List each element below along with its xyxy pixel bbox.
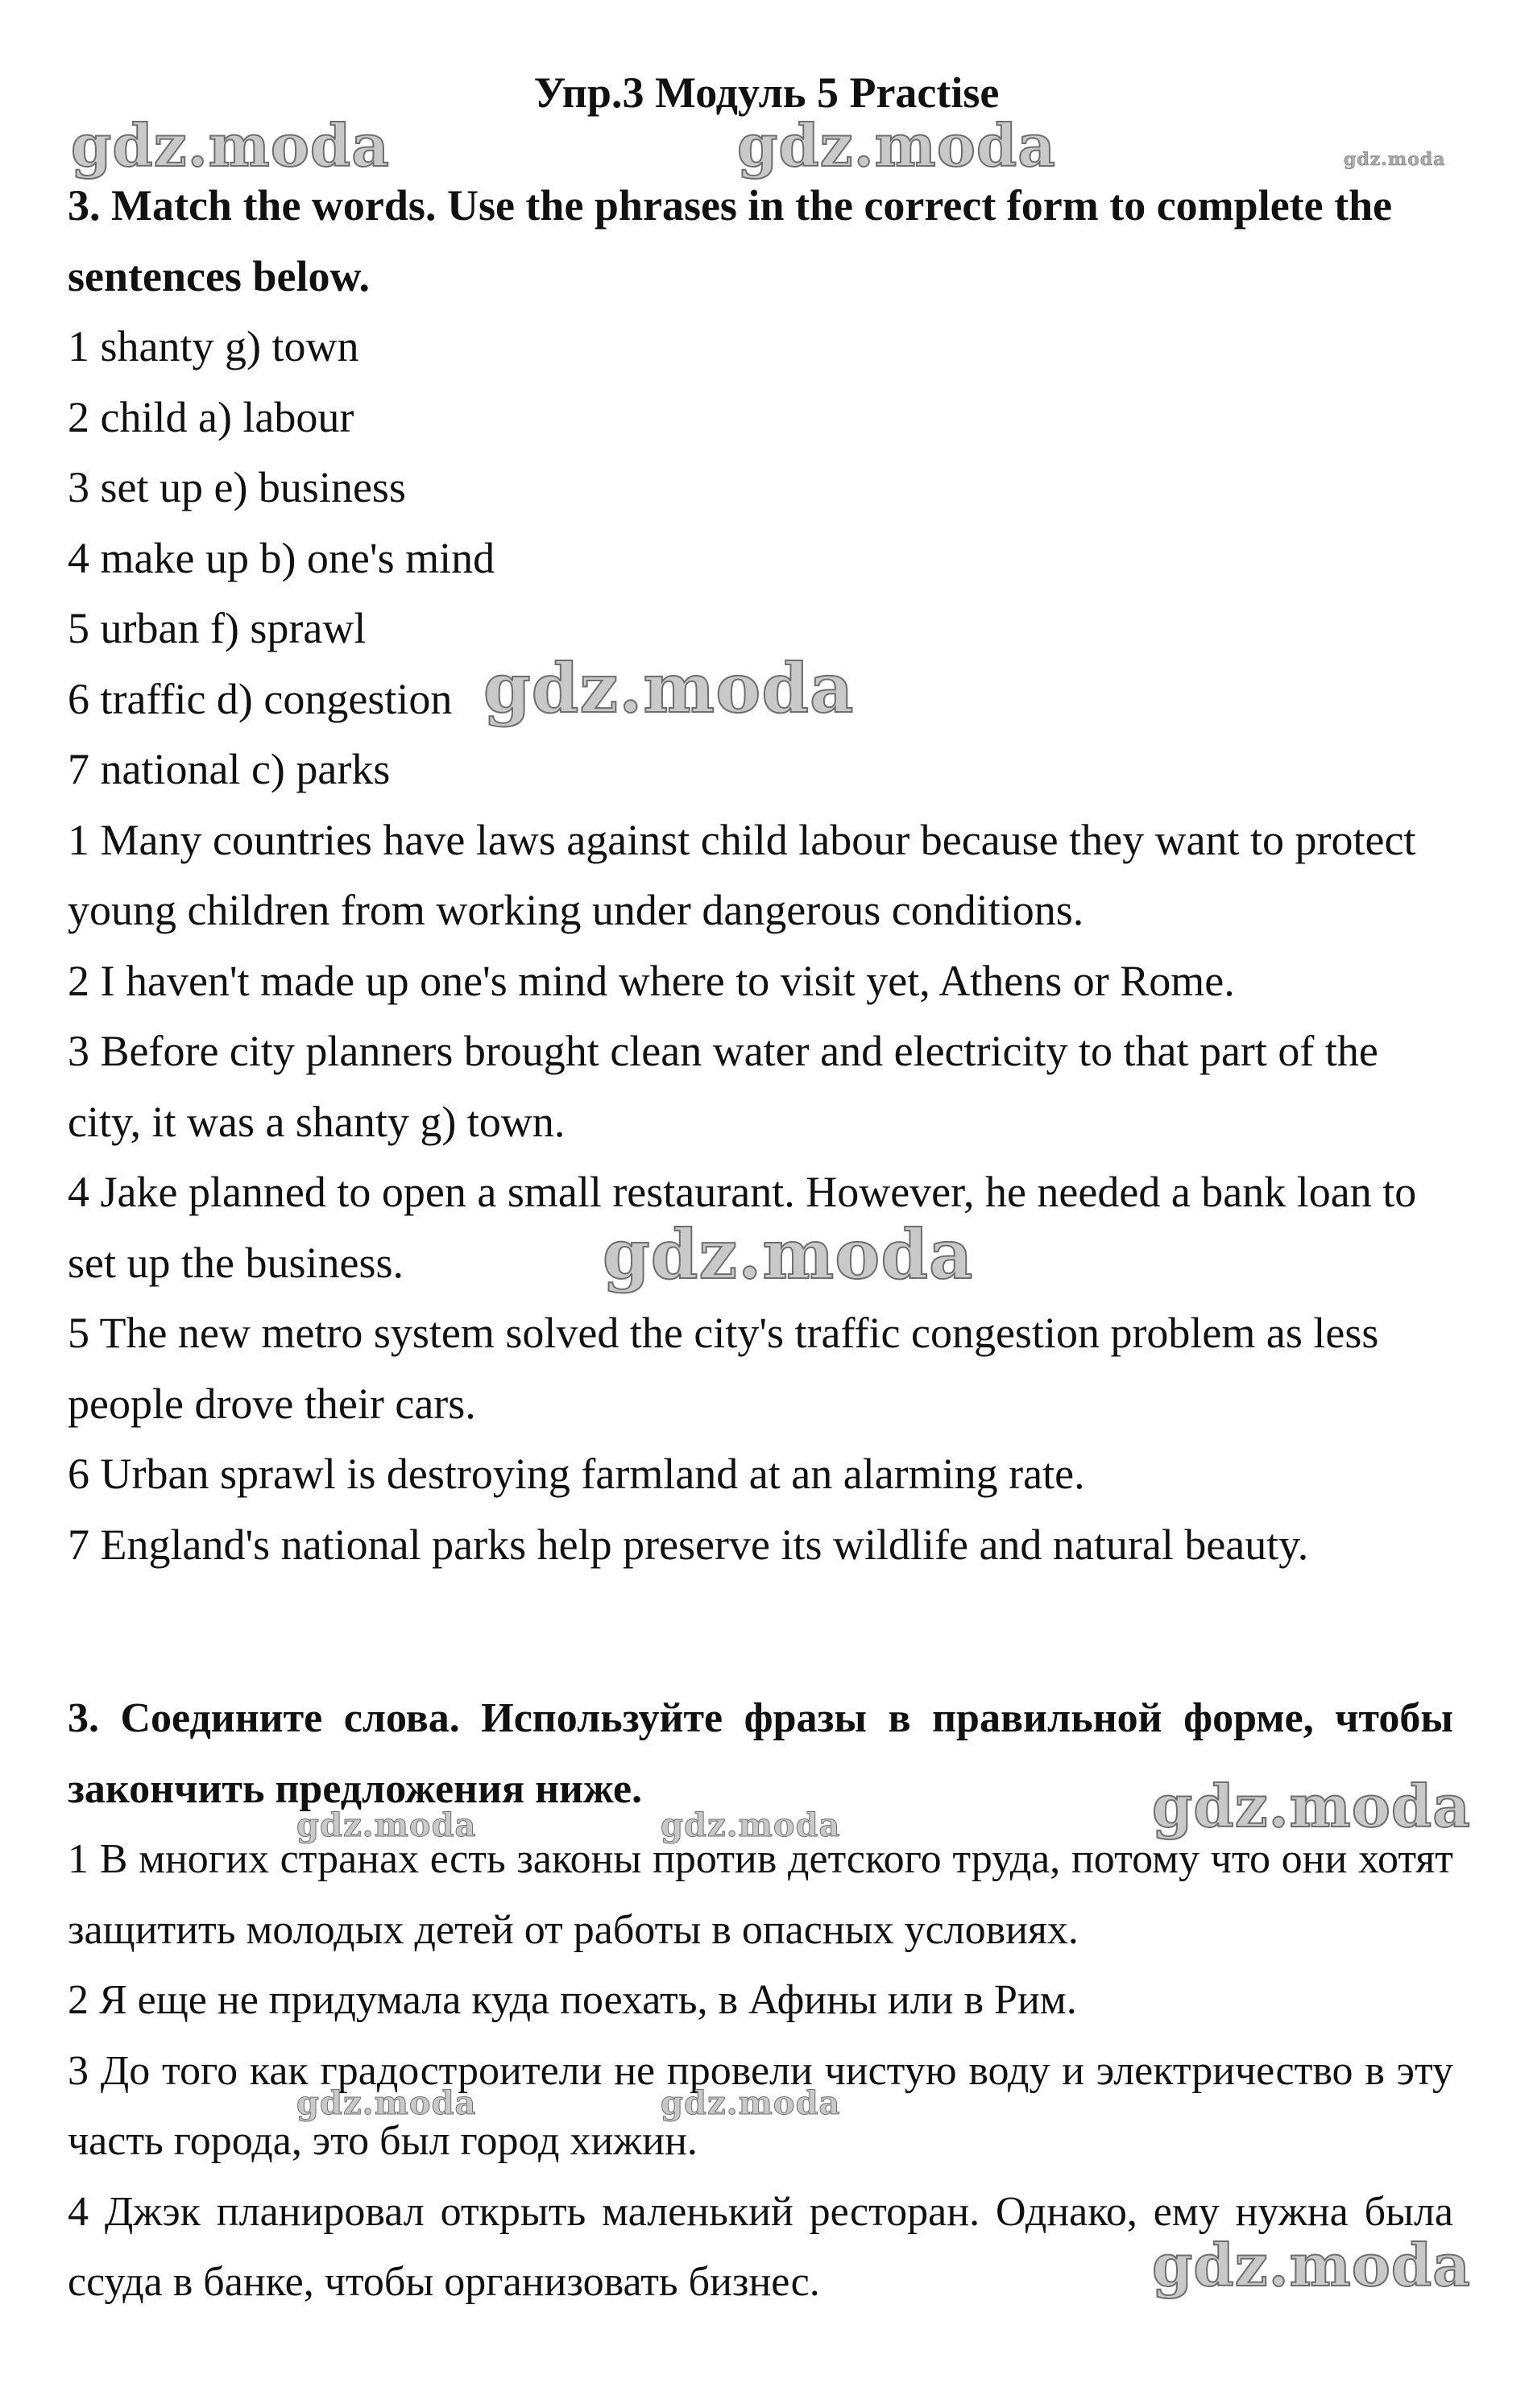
translation-item: 2 Я еще не придумала куда поехать, в Афины или в Рим. bbox=[68, 1977, 1077, 2023]
match-item: 5 urban f) sprawl bbox=[68, 604, 367, 652]
match-item: 7 national c) parks bbox=[68, 745, 391, 793]
english-section bbox=[68, 171, 1453, 1580]
watermark-logo: gdz.moda bbox=[661, 2084, 841, 2122]
translation-item: 1 В многих странах есть законы против детского труда, потому что они хотят защитить молодых детей от работы в опасных условиях. bbox=[68, 1836, 1453, 1953]
watermark-logo: gdz.moda bbox=[1152, 2231, 1471, 2299]
translation-item: 3 До того как градостроители не провели чистую воду и электричество в эту часть города, это был город хижин. bbox=[68, 2047, 1453, 2164]
watermark-logo: gdz.moda bbox=[296, 1806, 477, 1844]
sentence-item: 5 The new metro system solved the city's traffic congestion problem as less people drove their cars. bbox=[68, 1309, 1379, 1428]
sentence-item: 1 Many countries have laws against child labour because they want to protect young children from working under dangerous conditions. bbox=[68, 815, 1416, 934]
match-item: 6 traffic d) congestion bbox=[68, 674, 453, 723]
watermark-logo: gdz.moda bbox=[737, 111, 1056, 180]
watermark-logo: gdz.moda bbox=[71, 111, 390, 180]
sentence-item: 4 Jake planned to open a small restaurant. However, he needed a bank loan to set up the business. bbox=[68, 1168, 1417, 1287]
watermark-logo: gdz.moda bbox=[1344, 149, 1446, 170]
sentence-item: 3 Before city planners brought clean water and electricity to that part of the city, it was a shanty g) town. bbox=[68, 1027, 1378, 1146]
translation-item: 4 Джэк планировал открыть маленький ресторан. Однако, ему нужна была ссуда в банке, чтобы организовать бизнес. bbox=[68, 2188, 1453, 2305]
watermark-logo: gdz.moda bbox=[603, 1214, 974, 1294]
watermark-logo: gdz.moda bbox=[296, 2084, 477, 2122]
page-title: Упр.3 Модуль 5 Practise bbox=[533, 68, 1000, 117]
sentence-item: 7 England's national parks help preserve its wildlife and natural beauty. bbox=[68, 1520, 1309, 1569]
sentence-item: 6 Urban sprawl is destroying farmland at an alarming rate. bbox=[68, 1450, 1085, 1498]
watermark-logo: gdz.moda bbox=[1152, 1772, 1471, 1840]
russian-heading: 3. Соедините слова. Используйте фразы в правильной форме, чтобы закончить предложения ниже. bbox=[68, 1695, 1453, 1812]
match-item: 4 make up b) one's mind bbox=[68, 533, 495, 582]
sentence-item: 2 I haven't made up one's mind where to visit yet, Athens or Rome. bbox=[68, 956, 1235, 1005]
english-heading: 3. Match the words. Use the phrases in the correct form to complete the sentences below. bbox=[68, 181, 1393, 300]
match-item: 3 set up e) business bbox=[68, 463, 406, 511]
watermark-logo: gdz.moda bbox=[483, 648, 855, 728]
watermark-logo: gdz.moda bbox=[661, 1806, 841, 1844]
match-item: 2 child a) labour bbox=[68, 392, 354, 441]
match-item: 1 shanty g) town bbox=[68, 322, 359, 370]
